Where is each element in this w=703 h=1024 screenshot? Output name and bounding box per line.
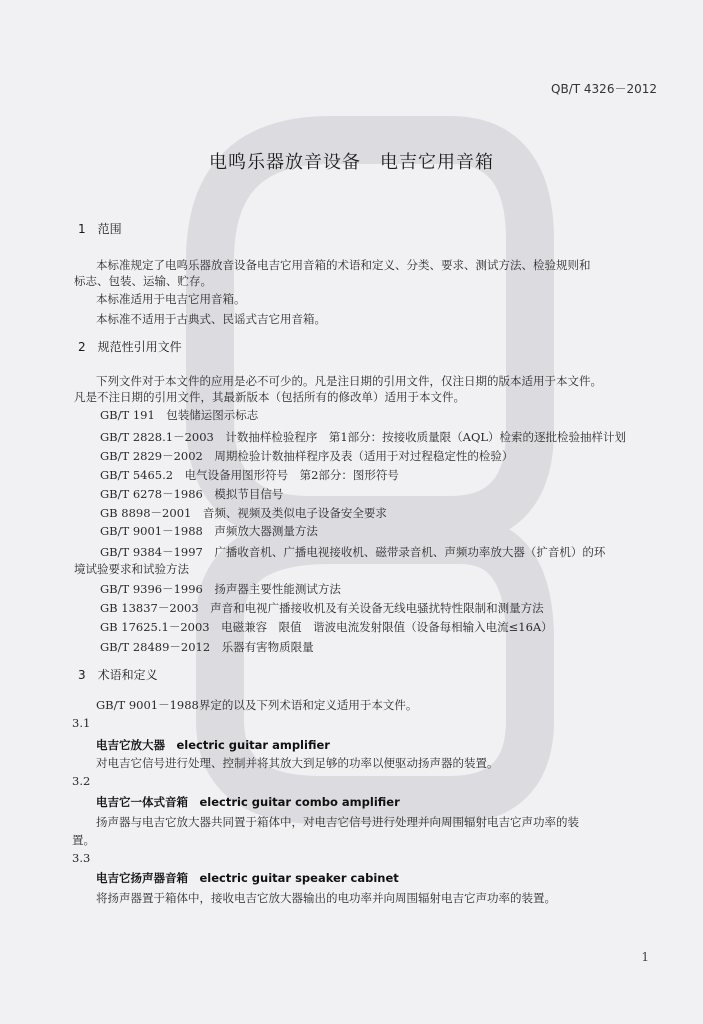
- standard-number: QB/T 4326－2012: [551, 82, 657, 96]
- reference-item: GB/T 6278－1986 模拟节目信号: [100, 487, 284, 501]
- page-number: 1: [641, 950, 649, 964]
- clause-number: 3.2: [72, 774, 91, 788]
- paragraph-line: 本标准不适用于古典式、民谣式吉它用音箱。: [96, 312, 326, 326]
- paragraph-line: 本标准适用于电吉它用音箱。: [96, 292, 246, 306]
- reference-item: GB 17625.1－2003 电磁兼容 限值 谐波电流发射限值（设备每相输入电流≤16A）: [100, 620, 553, 634]
- clause-number: 3.1: [72, 716, 91, 730]
- reference-item: GB 8898－2001 音频、视频及类似电子设备安全要求: [100, 506, 387, 520]
- reference-item: GB/T 28489－2012 乐器有害物质限量: [100, 640, 314, 654]
- clause-number: 3.3: [72, 851, 91, 865]
- paragraph-line: 凡是不注日期的引用文件，其最新版本（包括所有的修改单）适用于本文件。: [74, 390, 465, 404]
- reference-item: GB/T 9001－1988 声频放大器测量方法: [100, 524, 318, 538]
- paragraph-line: 下列文件对于本文件的应用是必不可少的。凡是注日期的引用文件，仅注日期的版本适用于本文件。: [96, 374, 602, 388]
- term-definition: 置。: [72, 833, 95, 847]
- reference-item: GB 13837－2003 声音和电视广播接收机及有关设备无线电骚扰特性限制和测量方法: [100, 601, 544, 615]
- section-3-heading: 3 术语和定义: [78, 668, 158, 682]
- reference-item: 境试验要求和试验方法: [74, 562, 189, 576]
- reference-item: GB/T 191 包装储运图示标志: [100, 408, 259, 422]
- paragraph-line: GB/T 9001－1988界定的以及下列术语和定义适用于本文件。: [96, 698, 418, 712]
- paragraph-line: 本标准规定了电鸣乐器放音设备电吉它用音箱的术语和定义、分类、要求、测试方法、检验规则和: [96, 258, 591, 272]
- section-2-heading: 2 规范性引用文件: [78, 340, 182, 354]
- section-1-heading: 1 范围: [78, 222, 122, 236]
- term-definition: 将扬声器置于箱体中，接收电吉它放大器输出的电功率并向周围辐射电吉它声功率的装置。: [96, 891, 556, 905]
- reference-item: GB/T 5465.2 电气设备用图形符号 第2部分：图形符号: [100, 468, 399, 482]
- reference-item: GB/T 9384－1997 广播收音机、广播电视接收机、磁带录音机、声频功率放大器（扩音机）的环: [100, 545, 606, 559]
- term-heading: 电吉它放大器 electric guitar amplifier: [96, 738, 330, 752]
- document-title: 电鸣乐器放音设备 电吉它用音箱: [209, 152, 494, 173]
- term-definition: 扬声器与电吉它放大器共同置于箱体中，对电吉它信号进行处理并向周围辐射电吉它声功率的装: [96, 815, 579, 829]
- reference-item: GB/T 9396－1996 扬声器主要性能测试方法: [100, 582, 341, 596]
- term-heading: 电吉它一体式音箱 electric guitar combo amplifier: [96, 795, 400, 809]
- paragraph-line: 标志、包装、运输、贮存。: [74, 274, 212, 288]
- term-definition: 对电吉它信号进行处理、控制并将其放大到足够的功率以便驱动扬声器的装置。: [96, 756, 499, 770]
- term-heading: 电吉它扬声器音箱 electric guitar speaker cabinet: [96, 871, 399, 885]
- reference-item: GB/T 2829－2002 周期检验计数抽样程序及表（适用于对过程稳定性的检验）: [100, 449, 514, 463]
- reference-item: GB/T 2828.1－2003 计数抽样检验程序 第1部分：按接收质量限（AQL）检索的逐批检验抽样计划: [100, 430, 627, 444]
